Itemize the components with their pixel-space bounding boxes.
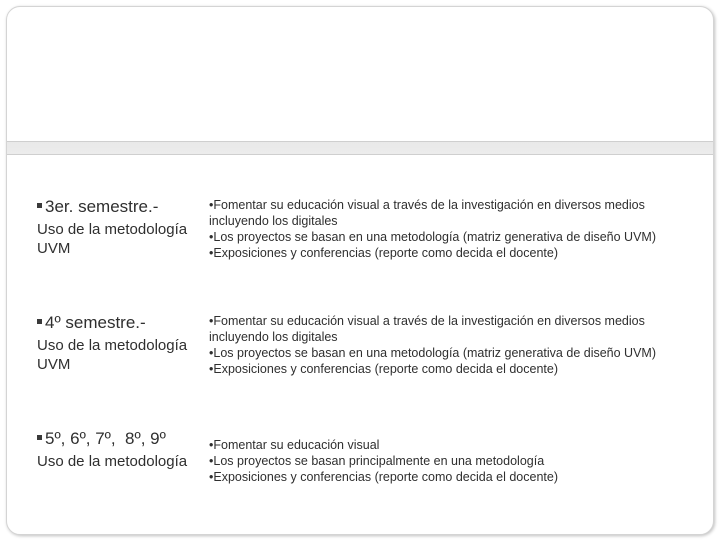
bullet-item: •Fomentar su educación visual [209,438,380,452]
square-bullet-icon [37,319,42,324]
semester-title: 4º semestre.- [37,313,202,333]
bullet-item: •Fomentar su educación visual a través de la investigación en diversos medios incluyendo los digitales [209,198,645,228]
semester-subtitle: Uso de la metodología UVM [37,221,188,257]
semester-subtitle: Uso de la metodología UVM [37,337,188,373]
semester-bullets [209,197,689,261]
semester-label-block [37,313,202,374]
bullet-item: •Los proyectos se basan en una metodología (matriz generativa de diseño UVM) [209,230,656,244]
semester-label-block [37,197,202,258]
bullet-item: •Los proyectos se basan principalmente en una metodología [209,454,545,468]
semester-title: 3er. semestre.- [37,197,202,217]
header-band [7,141,713,155]
semester-title: 5º, 6º, 7º, 8º, 9º [37,429,202,449]
square-bullet-icon [37,203,42,208]
square-bullet-icon [37,435,42,440]
semester-subtitle: Uso de la metodología [37,453,188,470]
bullet-item: •Exposiciones y conferencias (reporte como decida el docente) [209,470,559,484]
semester-bullets [209,437,689,485]
bullet-item: •Exposiciones y conferencias (reporte como decida el docente) [209,362,559,376]
semester-bullets [209,313,689,377]
semester-label-block [37,429,202,471]
bullet-item: •Exposiciones y conferencias (reporte como decida el docente) [209,246,559,260]
bullet-item: •Los proyectos se basan en una metodología (matriz generativa de diseño UVM) [209,346,656,360]
slide [6,6,714,535]
bullet-item: •Fomentar su educación visual a través de la investigación en diversos medios incluyendo los digitales [209,314,645,344]
